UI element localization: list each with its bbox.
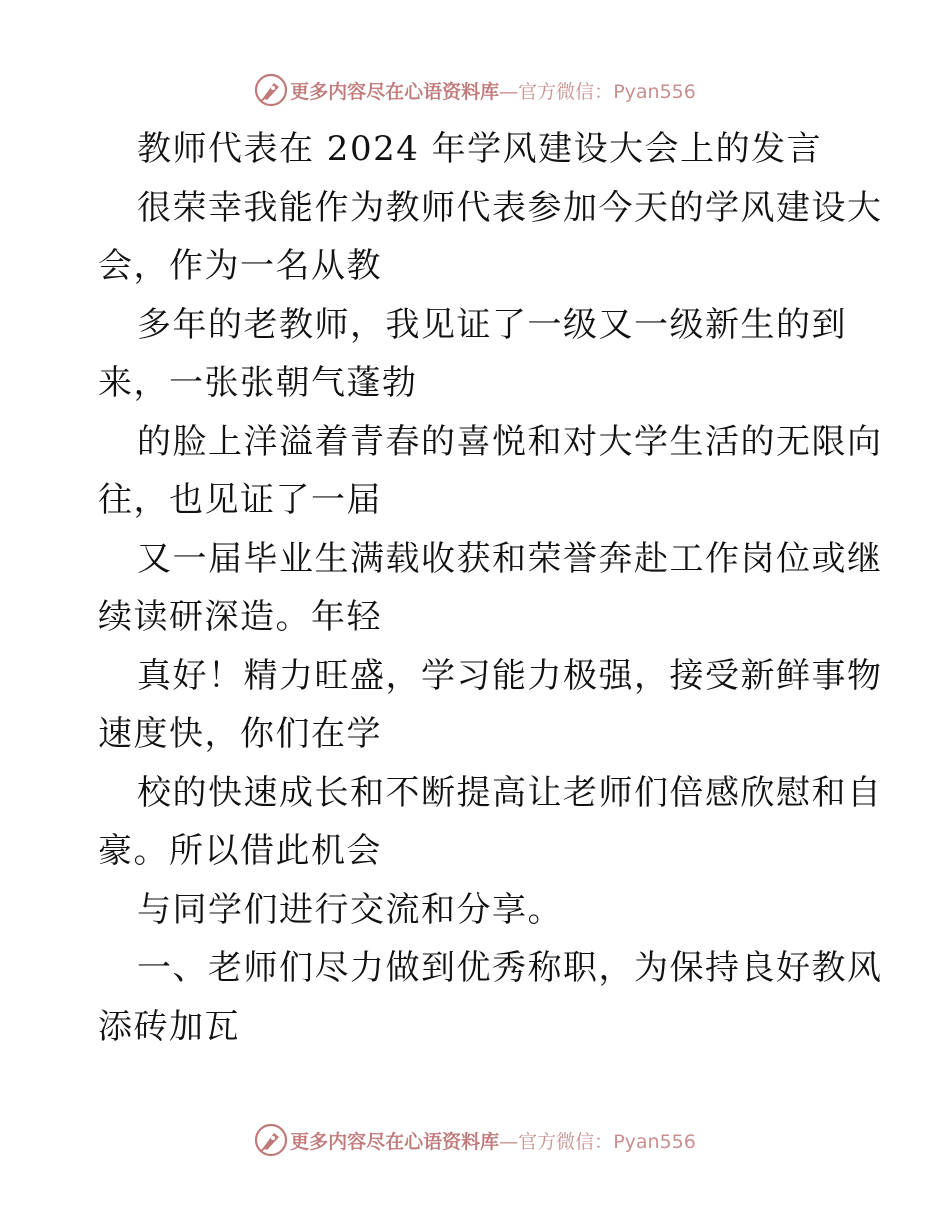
footer-separator: —: [499, 1130, 519, 1153]
paragraph-line: 添砖加瓦: [98, 1006, 240, 1047]
paragraph-line: 会，作为一名从教: [98, 246, 382, 286]
paragraph-line: 往，也见证了一届: [98, 480, 382, 520]
paragraph-line: 豪。所以借此机会: [98, 831, 382, 871]
paragraph-line: 来，一张张朝气蓬勃: [98, 363, 418, 403]
footer-wechat-id: Pyan556: [613, 1130, 696, 1153]
pen-nib-logo-icon: [254, 73, 288, 107]
paragraph-line: 多年的老教师，我见证了一级又一级新生的到: [137, 304, 847, 345]
document-title: 教师代表在 2024 年学风建设大会上的发言: [137, 129, 823, 169]
paragraph-line: 速度快，你们在学: [98, 714, 382, 754]
header-site-text: 更多内容尽在心语资料库: [290, 80, 500, 103]
footer-banner: [0, 1120, 950, 1160]
header-separator: —: [499, 80, 519, 103]
paragraph-line: 校的快速成长和不断提高让老师们倍感欣慰和自: [137, 772, 883, 813]
paragraph-line: 又一届毕业生满载收获和荣誉奔赴工作岗位或继: [137, 538, 883, 579]
footer-site-text: 更多内容尽在心语资料库: [290, 1130, 500, 1153]
paragraph-line: 的脸上洋溢着青春的喜悦和对大学生活的无限向: [137, 421, 883, 462]
footer-wechat-label: 官方微信：: [518, 1130, 614, 1153]
paragraph-line: 与同学们进行交流和分享。: [137, 889, 563, 930]
document-body: [98, 120, 883, 1056]
section-heading: 一、老师们尽力做到优秀称职，为保持良好教风: [137, 948, 883, 988]
paragraph-line: 真好！精力旺盛，学习能力极强，接受新鲜事物: [137, 655, 883, 696]
paragraph-line: 续读研深造。年轻: [98, 597, 382, 637]
header-wechat-id: Pyan556: [613, 80, 696, 103]
header-wechat-label: 官方微信：: [518, 80, 614, 103]
header-banner: [0, 70, 950, 110]
paragraph-line: 很荣幸我能作为教师代表参加今天的学风建设大: [137, 187, 883, 228]
pen-nib-logo-icon: [254, 1123, 288, 1157]
